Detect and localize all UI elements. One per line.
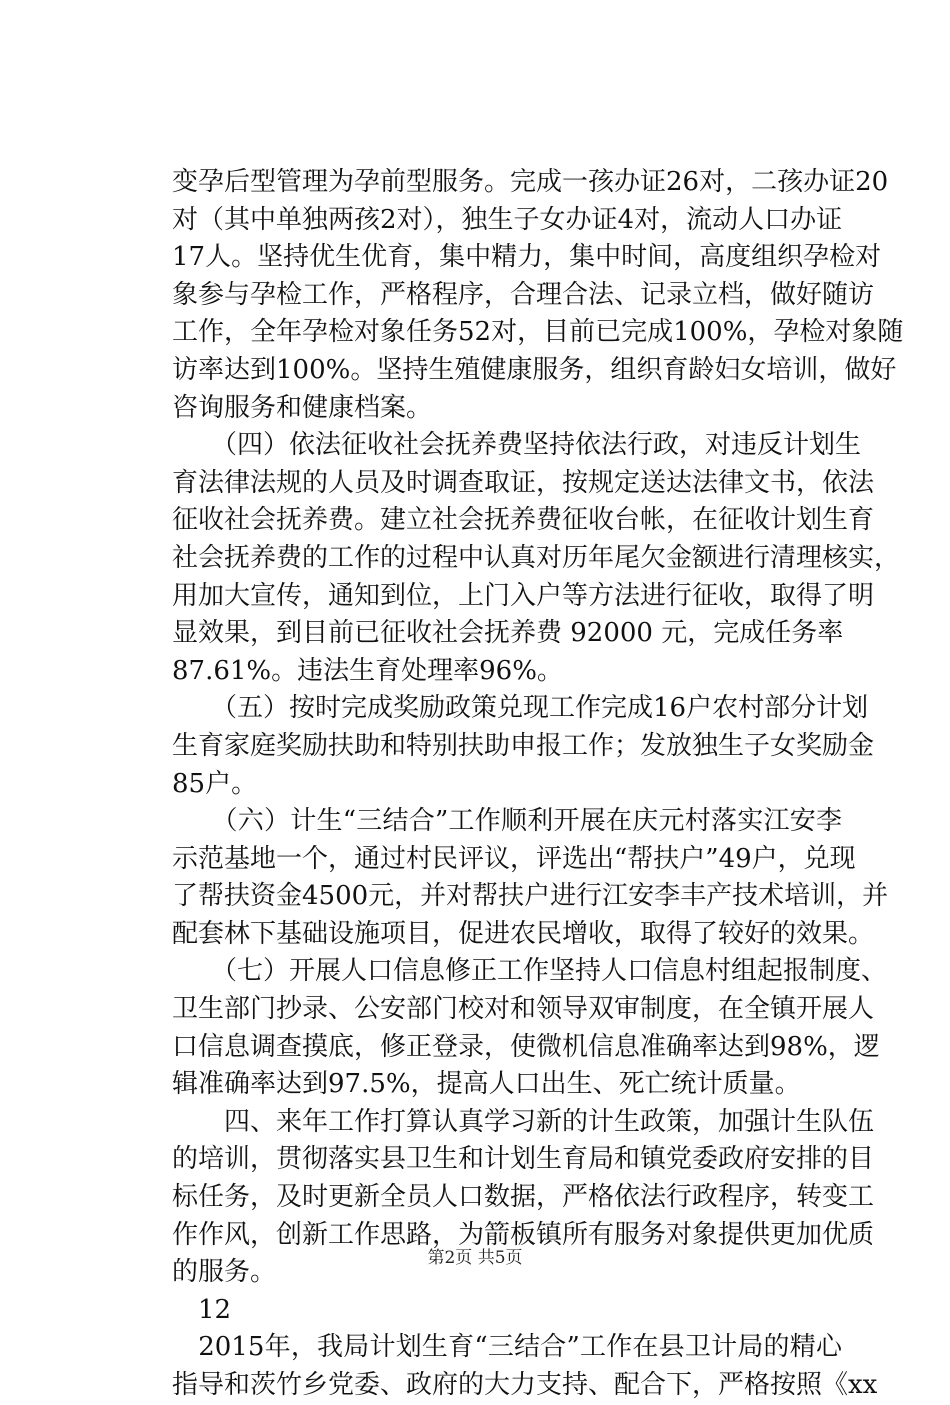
text-line: 了帮扶资金4500元，并对帮扶户进行江安李丰产技术培训，并 — [172, 881, 889, 912]
text-line: 显效果，到目前已征收社会抚养费 92000 元，完成任务率 — [172, 618, 844, 649]
text-line: 的培训，贯彻落实县卫生和计划生育局和镇党委政府安排的目 — [172, 1144, 875, 1175]
text-line: 社会抚养费的工作的过程中认真对历年尾欠金额进行清理核实， — [172, 542, 901, 573]
text-line: 变孕后型管理为孕前型服务。完成一孩办证26对，二孩办证20 — [172, 167, 889, 197]
text-line: 四、来年工作打算认真学习新的计生政策，加强计生队伍 — [172, 1106, 875, 1137]
text-line: 象参与孕检工作，严格程序，合理合法、记录立档，做好随访 — [172, 279, 875, 310]
text-line: （五）按时完成奖励政策兑现工作完成16户农村部分计划 — [172, 693, 869, 724]
text-line: （四）依法征收社会抚养费坚持依法行政，对违反计划生 — [172, 430, 862, 461]
text-line: 生育家庭奖励扶助和特别扶助申报工作；发放独生子女奖励金 — [172, 730, 875, 761]
text-line: 卫生部门抄录、公安部门校对和领导双审制度，在全镇开展人 — [172, 994, 875, 1025]
text-line: 87.61%。违法生育处理率96%。 — [172, 655, 563, 686]
text-line: 示范基地一个，通过村民评议，评选出“帮扶户”49户，兑现 — [172, 843, 856, 874]
page-footer: 第2页 共5页 — [427, 1248, 523, 1268]
text-line: 访率达到100%。坚持生殖健康服务，组织育龄妇女培训，做好 — [172, 354, 897, 385]
text-line: （七）开展人口信息修正工作坚持人口信息村组起报制度、 — [172, 956, 888, 987]
text-line: 配套林下基础设施项目，促进农民增收，取得了较好的效果。 — [172, 918, 875, 949]
text-line: 17人。坚持优生优育，集中精力，集中时间，高度组织孕检对 — [172, 242, 882, 273]
text-line: 口信息调查摸底，修正登录，使微机信息准确率达到98%，逻 — [172, 1031, 880, 1062]
text-line: 辑准确率达到97.5%，提高人口出生、死亡统计质量。 — [172, 1069, 801, 1100]
text-line: 2015年，我局计划生育“三结合”工作在县卫计局的精心 — [172, 1332, 842, 1363]
text-line: 工作，全年孕检对象任务52对，目前已完成100%，孕检对象随 — [172, 317, 904, 348]
text-line: 作作风，创新工作思路，为箭板镇所有服务对象提供更加优质 — [172, 1219, 875, 1250]
text-line: 指导和茨竹乡党委、政府的大力支持、配合下，严格按照《xx — [172, 1370, 878, 1400]
document-body — [172, 164, 904, 1405]
text-line: 对（其中单独两孩2对），独生子女办证4对，流动人口办证 — [172, 204, 843, 235]
text-line: 的服务。 — [172, 1257, 277, 1288]
text-line: 85户。 — [172, 768, 258, 799]
text-line: 标任务，及时更新全员人口数据，严格依法行政程序，转变工 — [172, 1182, 875, 1213]
text-line: 育法律法规的人员及时调查取证，按规定送达法律文书，依法 — [172, 467, 875, 498]
text-line: 咨询服务和健康档案。 — [172, 392, 433, 423]
text-line: （六）计生“三结合”工作顺利开展在庆元村落实江安李 — [172, 806, 842, 837]
text-line: 用加大宣传，通知到位，上门入户等方法进行征收，取得了明 — [172, 580, 875, 611]
text-line: 12 — [172, 1294, 232, 1325]
text-line: 征收社会抚养费。建立社会抚养费征收台帐，在征收计划生育 — [172, 505, 875, 536]
